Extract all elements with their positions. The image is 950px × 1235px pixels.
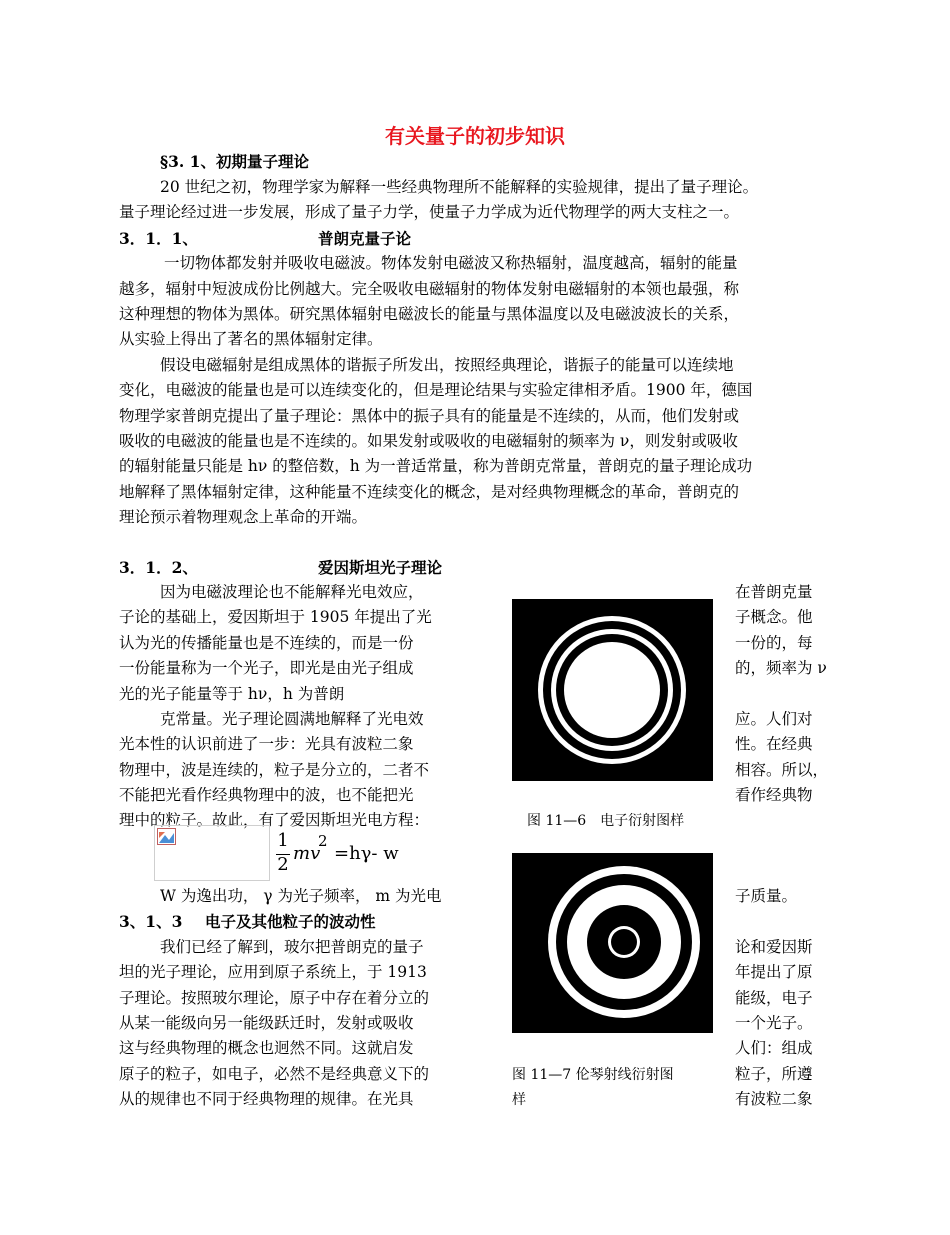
figure-caption: 图 11—7 伦琴射线衍射图 — [512, 1067, 674, 1083]
section-number-3-1-1: 3．1．1、 — [119, 229, 198, 248]
paragraph-line: 假设电磁辐射是组成黑体的谐振子所发出，按照经典理论，谐振子的能量可以连续地 — [160, 356, 734, 374]
broken-image-icon — [157, 828, 177, 846]
paragraph-line: 地解释了黑体辐射定律，这种能量不连续变化的概念，是对经典物理概念的革命，普朗克的 — [119, 483, 740, 501]
right-column-line: 年提出了原 — [735, 963, 813, 981]
section-title-3-1-1: 普朗克量子论 — [318, 229, 412, 248]
column-line: 光的光子能量等于 hν，h 为普朗 — [119, 685, 345, 703]
column-line: 从某一能级向另一能级跃迁时，发射或吸收 — [119, 1014, 414, 1032]
page-title: 有关量子的初步知识 — [385, 124, 565, 148]
right-column-line: 论和爱因斯 — [735, 938, 813, 956]
equation-exponent: 2 — [318, 832, 328, 850]
paragraph-line: 理论预示着物理观念上革命的开端。 — [119, 508, 368, 526]
column-line: 从的规律也不同于经典物理的规律。在光具 — [119, 1090, 414, 1108]
section-number-3-1-3: 3、1、3 — [119, 912, 183, 931]
column-line: W 为逸出功， γ 为光子频率， m 为光电 — [160, 887, 442, 905]
right-column-line: 一份的，每 — [735, 634, 813, 652]
section-title-3-1-2: 爱因斯坦光子理论 — [318, 558, 443, 577]
section-number-3-1-2: 3．1．2、 — [119, 558, 198, 577]
intro-line: 20 世纪之初，物理学家为解释一些经典物理所不能解释的实验规律，提出了量子理论。 — [160, 178, 759, 196]
right-column-line: 有波粒二象 — [735, 1090, 813, 1108]
right-column-line: 在普朗克量 — [735, 583, 813, 601]
right-column-line: 看作经典物 — [735, 786, 813, 804]
column-line: 认为光的传播能量也是不连续的，而是一份 — [119, 634, 414, 652]
paragraph-line: 吸收的电磁波的能量也是不连续的。如果发射或吸收的电磁辐射的频率为 ν，则发射或吸收 — [119, 432, 738, 450]
column-line: 这与经典物理的概念也迥然不同。这就启发 — [119, 1039, 414, 1057]
paragraph-line: 变化，电磁波的能量也是可以连续变化的，但是理论结果与实验定律相矛盾。1900 年，德国 — [119, 381, 753, 399]
figure-caption: 样 — [512, 1092, 526, 1108]
paragraph-line: 越多，辐射中短波成份比例越大。完全吸收电磁辐射的物体发射电磁辐射的本领也最强，称 — [119, 280, 740, 298]
column-line: 子论的基础上，爱因斯坦于 1905 年提出了光 — [119, 608, 432, 626]
column-line: 我们已经了解到，玻尔把普朗克的量子 — [160, 938, 424, 956]
right-column-line: 人们：组成 — [735, 1039, 813, 1057]
paragraph-line: 物理学家普朗克提出了量子理论：黑体中的振子具有的能量是不连续的，从而，他们发射或 — [119, 407, 740, 425]
column-line: 不能把光看作经典物理中的波，也不能把光 — [119, 786, 414, 804]
paragraph-line: 这种理想的物体为黑体。研究黑体辐射电磁波长的能量与黑体温度以及电磁波波长的关系， — [119, 305, 740, 323]
fraction-denominator: 2 — [277, 854, 289, 875]
paragraph-line: 从实验上得出了著名的黑体辐射定律。 — [119, 330, 383, 348]
equation-body: mv — [293, 843, 321, 864]
column-line: 子理论。按照玻尔理论，原子中存在着分立的 — [119, 989, 430, 1007]
column-line: 坦的光子理论，应用到原子系统上，于 1913 — [119, 963, 427, 981]
right-column-line: 子质量。 — [735, 887, 798, 905]
right-column-line: 性。在经典 — [735, 735, 813, 753]
right-column-line: 的，频率为 ν — [735, 659, 827, 677]
column-line: 因为电磁波理论也不能解释光电效应， — [160, 583, 424, 601]
xray-diffraction-figure — [512, 853, 713, 1033]
right-column-line: 能级，电子 — [735, 989, 813, 1007]
column-line: 理中的粒子。故此，有了爱因斯坦光电方程： — [119, 811, 430, 829]
intro-line: 量子理论经过进一步发展，形成了量子力学，使量子力学成为近代物理学的两大支柱之一。 — [119, 203, 740, 221]
figure-caption: 图 11—6 电子衍射图样 — [527, 813, 685, 829]
right-column-line: 粒子，所遵 — [735, 1065, 813, 1083]
right-column-line: 一个光子。 — [735, 1014, 813, 1032]
section-title-3-1-3: 电子及其他粒子的波动性 — [205, 912, 376, 931]
column-line: 克常量。光子理论圆满地解释了光电效 — [160, 710, 424, 728]
image-placeholder — [154, 825, 270, 881]
fraction-numerator: 1 — [277, 830, 289, 851]
column-line: 光本性的认识前进了一步：光具有波粒二象 — [119, 735, 414, 753]
right-column-line: 相容。所以， — [735, 761, 829, 779]
right-column-line: 子概念。他 — [735, 608, 813, 626]
paragraph-line: 的辐射能量只能是 hν 的整倍数，h 为一普适常量，称为普朗克常量，普朗克的量子理论成功 — [119, 457, 753, 475]
column-line: 原子的粒子，如电子，必然不是经典意义下的 — [119, 1065, 430, 1083]
equation-rhs: =hγ- w — [334, 843, 399, 864]
section-heading-3-1: §3. 1、初期量子理论 — [160, 152, 309, 171]
column-line: 一份能量称为一个光子，即光是由光子组成 — [119, 659, 414, 677]
electron-diffraction-figure — [512, 599, 713, 781]
column-line: 物理中，波是连续的，粒子是分立的，二者不 — [119, 761, 430, 779]
right-column-line: 应。人们对 — [735, 710, 813, 728]
paragraph-line: 一切物体都发射并吸收电磁波。物体发射电磁波又称热辐射，温度越高，辐射的能量 — [164, 254, 738, 272]
